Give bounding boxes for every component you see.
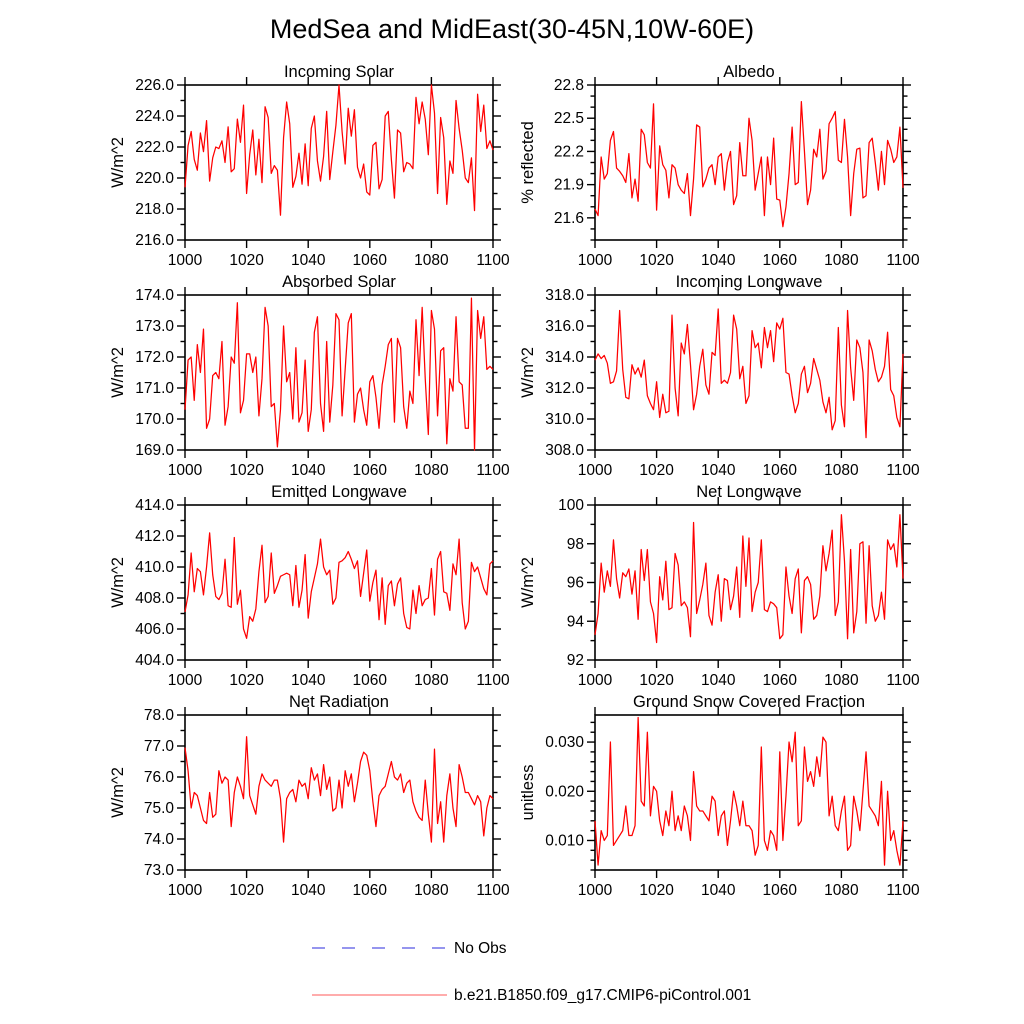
panel-title: Incoming Longwave	[675, 273, 823, 291]
x-tick-label: 1040	[700, 672, 736, 689]
y-tick-label: 169.0	[135, 442, 174, 459]
legend	[312, 940, 751, 1004]
x-tick-label: 1080	[824, 252, 859, 269]
y-tick-label: 96	[566, 574, 584, 592]
panel-frame	[185, 85, 493, 240]
y-tick-label: 312.0	[545, 380, 584, 397]
x-tick-label: 1080	[414, 672, 449, 689]
x-tick-label: 1040	[290, 672, 326, 689]
plot-line	[595, 309, 903, 438]
x-tick-label: 1000	[577, 672, 613, 689]
y-axis-label: W/m^2	[519, 557, 537, 608]
x-tick-label: 1020	[639, 462, 674, 479]
x-tick-label: 1020	[229, 252, 264, 269]
y-tick-label: 310.0	[545, 411, 584, 428]
y-tick-label: 94	[566, 613, 584, 631]
legend-label: b.e21.B1850.f09_g17.CMIP6-piControl.001	[454, 987, 752, 1004]
panel-ground-snow-covered-fraction	[519, 693, 920, 899]
y-tick-label: 404.0	[135, 652, 174, 669]
x-tick-label: 1040	[700, 462, 736, 479]
y-tick-label: 173.0	[135, 318, 174, 335]
y-tick-label: 0.030	[545, 734, 584, 752]
y-tick-label: 22.5	[553, 110, 584, 128]
x-tick-label: 1020	[639, 672, 674, 689]
x-tick-label: 1080	[824, 882, 859, 899]
panel-frame	[595, 505, 903, 660]
plot-line	[185, 85, 493, 215]
y-tick-label: 100	[558, 497, 584, 514]
y-tick-label: 0.010	[545, 832, 584, 850]
plot-line	[185, 298, 493, 450]
panel-net-radiation	[109, 693, 510, 899]
x-tick-label: 1100	[886, 672, 920, 689]
x-tick-label: 1100	[886, 462, 920, 479]
panel-frame	[595, 295, 903, 450]
x-tick-label: 1100	[886, 252, 920, 269]
panel-title: Emitted Longwave	[271, 483, 407, 501]
y-tick-label: 218.0	[135, 201, 174, 218]
y-axis-label: unitless	[519, 764, 537, 821]
y-axis-label: W/m^2	[109, 347, 127, 398]
x-tick-label: 1040	[700, 252, 736, 269]
y-tick-label: 308.0	[545, 442, 584, 459]
y-tick-label: 171.0	[135, 380, 174, 397]
y-tick-label: 0.020	[545, 783, 584, 801]
y-tick-label: 77.0	[143, 738, 174, 755]
panel-title: Incoming Solar	[283, 63, 395, 81]
panel-absorbed-solar	[109, 273, 510, 479]
y-axis-label: % reflected	[519, 121, 537, 204]
y-tick-label: 314.0	[545, 349, 584, 366]
y-tick-label: 226.0	[135, 77, 174, 94]
plot-line	[595, 515, 903, 643]
y-tick-label: 170.0	[135, 411, 174, 428]
x-tick-label: 1080	[414, 252, 449, 269]
y-tick-label: 216.0	[135, 232, 174, 249]
x-tick-label: 1000	[167, 672, 203, 689]
y-tick-label: 21.6	[553, 209, 584, 227]
y-tick-label: 220.0	[135, 170, 174, 187]
y-tick-label: 76.0	[143, 769, 174, 786]
x-tick-label: 1080	[414, 882, 449, 899]
y-tick-label: 22.2	[553, 143, 584, 161]
y-tick-label: 318.0	[545, 287, 584, 304]
x-tick-label: 1020	[639, 882, 674, 899]
x-tick-label: 1000	[167, 252, 203, 269]
x-tick-label: 1100	[476, 672, 510, 689]
y-tick-label: 78.0	[143, 707, 174, 724]
y-tick-label: 172.0	[135, 349, 174, 366]
x-tick-label: 1000	[577, 882, 613, 899]
x-tick-label: 1040	[290, 252, 326, 269]
plot-line	[185, 533, 493, 638]
x-tick-label: 1060	[352, 252, 388, 269]
legend-label: No Obs	[454, 940, 507, 957]
x-tick-label: 1060	[352, 672, 388, 689]
x-tick-label: 1100	[476, 252, 510, 269]
panel-title: Net Radiation	[289, 693, 389, 711]
panel-title: Albedo	[723, 63, 775, 81]
y-tick-label: 408.0	[135, 590, 174, 607]
y-tick-label: 224.0	[135, 108, 174, 125]
panel-incoming-longwave	[519, 273, 920, 479]
y-tick-label: 22.8	[553, 77, 584, 94]
plot-line	[595, 102, 903, 227]
y-tick-label: 174.0	[135, 287, 174, 304]
x-tick-label: 1020	[639, 252, 674, 269]
x-tick-label: 1040	[700, 882, 736, 899]
y-tick-label: 98	[566, 535, 584, 553]
panel-frame	[595, 85, 903, 240]
x-tick-label: 1080	[824, 462, 859, 479]
x-tick-label: 1040	[290, 462, 326, 479]
y-tick-label: 414.0	[135, 497, 174, 514]
x-tick-label: 1060	[352, 462, 388, 479]
panel-title: Ground Snow Covered Fraction	[632, 693, 866, 711]
x-tick-label: 1020	[229, 672, 264, 689]
y-tick-label: 406.0	[135, 621, 174, 638]
y-tick-label: 74.0	[143, 831, 174, 848]
main-title: MedSea and MidEast(30-45N,10W-60E)	[269, 14, 755, 44]
panel-albedo	[519, 63, 920, 269]
x-tick-label: 1060	[762, 462, 798, 479]
x-tick-label: 1000	[167, 882, 203, 899]
panel-emitted-longwave	[109, 483, 510, 689]
y-tick-label: 21.9	[553, 176, 584, 194]
y-axis-label: W/m^2	[519, 347, 537, 398]
plot-line	[185, 737, 493, 842]
y-tick-label: 92	[566, 652, 584, 669]
x-tick-label: 1000	[577, 462, 613, 479]
y-tick-label: 410.0	[135, 559, 174, 576]
x-tick-label: 1060	[762, 882, 798, 899]
panel-net-longwave	[519, 483, 920, 689]
x-tick-label: 1100	[476, 882, 510, 899]
y-tick-label: 316.0	[545, 318, 584, 335]
panel-frame	[185, 505, 493, 660]
x-tick-label: 1080	[414, 462, 449, 479]
y-axis-label: W/m^2	[109, 137, 127, 188]
x-tick-label: 1080	[824, 672, 859, 689]
y-tick-label: 412.0	[135, 528, 174, 545]
panel-incoming-solar	[109, 63, 510, 269]
y-tick-label: 75.0	[143, 800, 174, 817]
x-tick-label: 1020	[229, 462, 264, 479]
x-tick-label: 1100	[476, 462, 510, 479]
y-tick-label: 222.0	[135, 139, 174, 156]
plot-line	[595, 717, 903, 865]
x-tick-label: 1060	[762, 672, 798, 689]
y-axis-label: W/m^2	[109, 557, 127, 608]
x-tick-label: 1020	[229, 882, 264, 899]
x-tick-label: 1060	[762, 252, 798, 269]
panel-title: Absorbed Solar	[282, 273, 396, 291]
x-tick-label: 1060	[352, 882, 388, 899]
x-tick-label: 1100	[886, 882, 920, 899]
x-tick-label: 1040	[290, 882, 326, 899]
panel-title: Net Longwave	[696, 483, 802, 501]
x-tick-label: 1000	[167, 462, 203, 479]
y-tick-label: 73.0	[143, 862, 174, 879]
x-tick-label: 1000	[577, 252, 613, 269]
y-axis-label: W/m^2	[109, 767, 127, 818]
